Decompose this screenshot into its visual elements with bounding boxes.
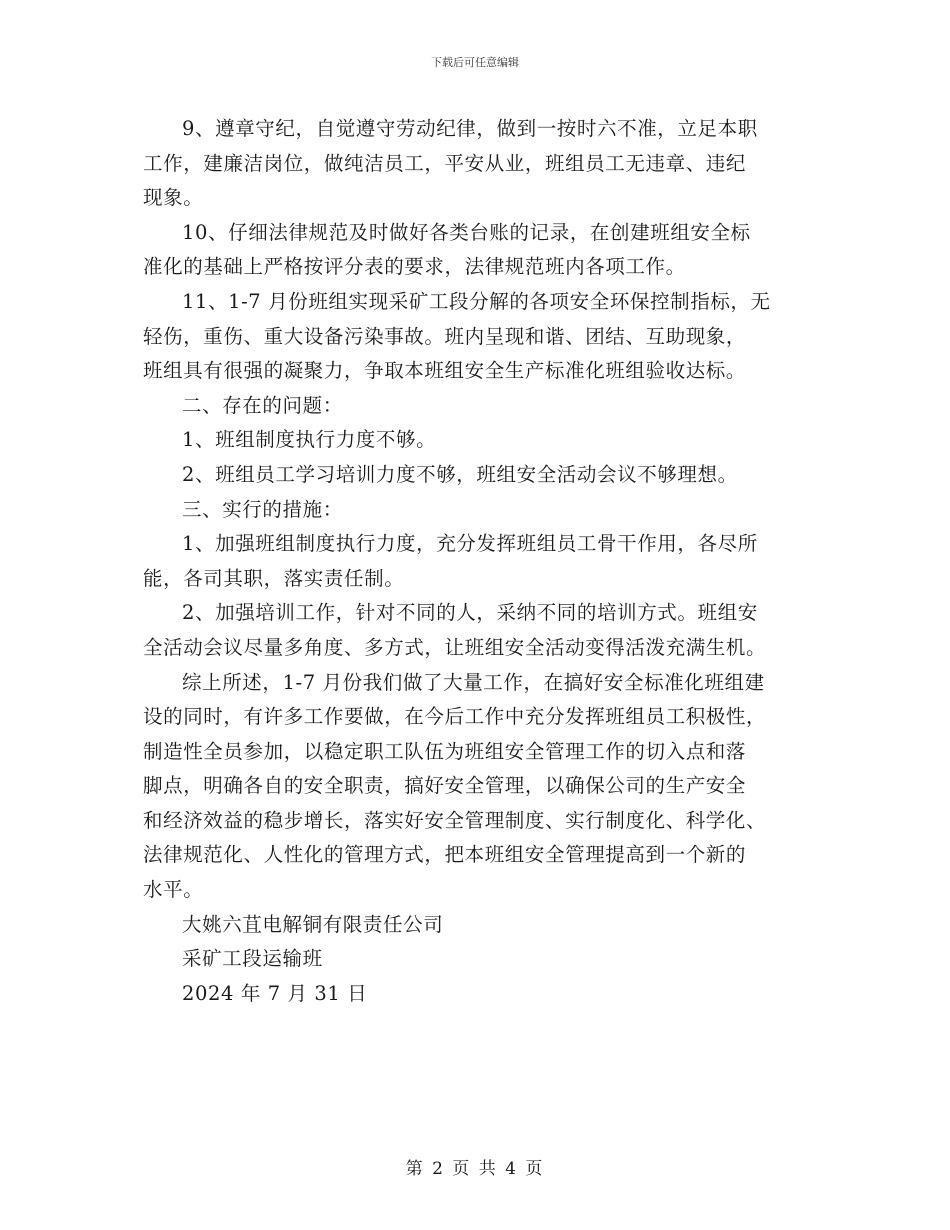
page-header: 下载后可任意编辑 <box>431 56 519 69</box>
text-line: 全活动会议尽量多角度、多方式，让班组安全活动变得活泼充满生机。 <box>143 635 767 659</box>
signature-company: 大姚六苴电解铜有限责任公司 <box>182 912 444 936</box>
text-line: 能，各司其职，落实责任制。 <box>143 566 405 590</box>
text-line: 10、仔细法律规范及时做好各类台账的记录，在创建班组安全标 <box>182 220 751 244</box>
text-line: 准化的基础上严格按评分表的要求，法律规范班内各项工作。 <box>143 255 686 279</box>
text-line: 工作，建廉洁岗位，做纯洁员工，平安从业，班组员工无违章、违纪 <box>143 151 747 175</box>
text-line: 设的同时，有许多工作要做，在今后工作中充分发挥班组员工积极性， <box>143 705 767 729</box>
paragraph-item-11 <box>143 285 815 389</box>
section-heading-problems: 二、存在的问题： <box>182 393 343 417</box>
paragraph-item-10 <box>143 216 815 285</box>
text-line: 轻伤，重伤、重大设备污染事故。班内呈现和谐、团结、互助现象， <box>143 324 747 348</box>
text-line: 1、加强班组制度执行力度，充分发挥班组员工骨干作用，各尽所 <box>182 532 758 556</box>
text-line: 和经济效益的稳步增长，落实好安全管理制度、实行制度化、科学化、 <box>143 808 767 832</box>
page-footer: 第 2 页 共 4 页 <box>405 1159 545 1179</box>
text-line: 脚点，明确各自的安全职责，搞好安全管理，以确保公司的生产安全 <box>143 774 747 798</box>
problem-item-2: 2、班组员工学习培训力度不够，班组安全活动会议不够理想。 <box>182 462 738 486</box>
text-line: 水平。 <box>143 878 204 902</box>
text-line: 现象。 <box>143 186 204 210</box>
text-line: 班组具有很强的凝聚力，争取本班组安全生产标准化班组验收达标。 <box>143 359 747 383</box>
paragraph-item-9 <box>143 112 815 216</box>
text-line: 综上所述，1-7 月份我们做了大量工作，在搞好安全标准化班组建 <box>182 670 765 694</box>
text-line: 制造性全员参加，以稳定职工队伍为班组安全管理工作的切入点和落 <box>143 739 747 763</box>
summary-paragraph <box>143 666 815 908</box>
section-heading-measures: 三、实行的措施： <box>182 497 343 521</box>
text-line: 9、遵章守纪，自觉遵守劳动纪律，做到一按时六不准，立足本职 <box>182 117 758 140</box>
text-line: 法律规范化、人性化的管理方式，把本班组安全管理提高到一个新的 <box>143 843 747 867</box>
signature-team: 采矿工段运输班 <box>182 947 323 971</box>
measure-item-1 <box>143 527 815 596</box>
measure-item-2 <box>143 596 815 665</box>
text-line: 2、加强培训工作，针对不同的人，采纳不同的培训方式。班组安 <box>182 601 758 625</box>
document-body <box>143 112 815 1011</box>
problem-item-1: 1、班组制度执行力度不够。 <box>182 428 437 452</box>
signature-date: 2024 年 7 月 31 日 <box>182 981 368 1005</box>
text-line: 11、1-7 月份班组实现采矿工段分解的各项安全环保控制指标，无 <box>182 289 771 313</box>
